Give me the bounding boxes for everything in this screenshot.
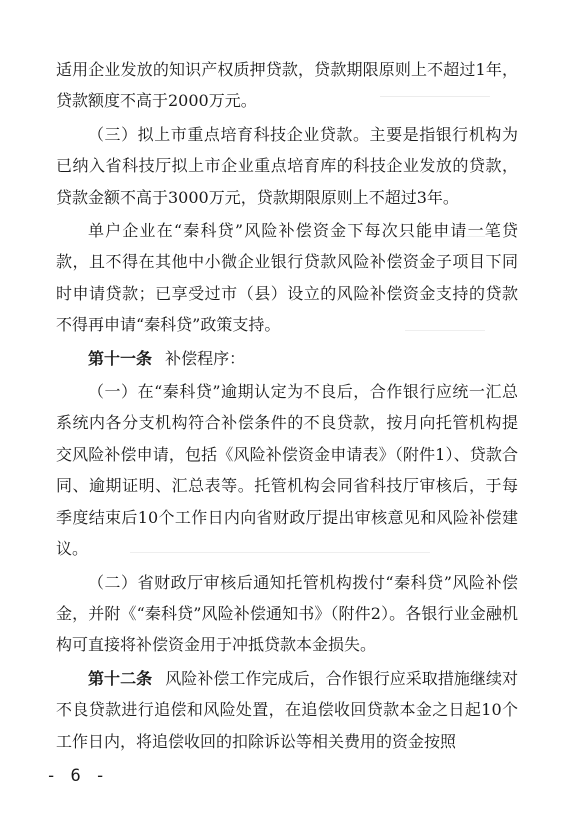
paragraph-text: （一）在“秦科贷”逾期认定为不良后，合作银行应统一汇总系统内各分支机构符合补偿条件的不良贷款，按月向托管机构提交风险补偿申请，包括《风险补偿资金申请表》（附件1）、贷款合同、逾期证明、汇总表等。托管机构会同省科技厅审核后，于每季度结束后10个工作日内向省财政厅提出审核意见和风险补偿建议。 <box>56 382 518 559</box>
page-number: - 6 - <box>46 766 108 786</box>
article-twelve <box>56 663 518 757</box>
paragraph-item-three <box>56 119 518 213</box>
paragraph-text: （二）省财政厅审核后通知托管机构拨付“秦科贷”风险补偿金，并附《“秦科贷”风险补偿通知书》（附件2）。各银行业金融机构可直接将补偿资金用于冲抵贷款本金损失。 <box>56 572 518 655</box>
paragraph-continuation <box>56 54 518 117</box>
article-heading: 第十二条 <box>88 668 153 688</box>
paragraph-text: 补偿程序： <box>165 348 246 368</box>
article-eleven <box>56 343 518 374</box>
paragraph-procedure-one <box>56 376 518 564</box>
paragraph-text: 风险补偿工作完成后，合作银行应采取措施继续对不良贷款进行追偿和风险处置，在追偿收回贷款本金之日起10个工作日内，将追偿收回的扣除诉讼等相关费用的资金按照 <box>56 668 518 751</box>
article-heading: 第十一条 <box>88 348 153 368</box>
paragraph-text: 适用企业发放的知识产权质押贷款，贷款期限原则上不超过1年，贷款额度不高于2000万元。 <box>56 60 518 111</box>
paragraph-single-enterprise <box>56 215 518 341</box>
document-page <box>56 54 518 757</box>
paragraph-text: 单户企业在“秦科贷”风险补偿资金下每次只能申请一笔贷款，且不得在其他中小微企业银行贷款风险补偿资金子项目下同时申请贷款；已享受过市（县）设立的风险补偿资金支持的贷款不得再申请“秦科贷”政策支持。 <box>56 221 518 335</box>
paragraph-procedure-two <box>56 567 518 661</box>
paragraph-text: （三）拟上市重点培育科技企业贷款。主要是指银行机构为已纳入省科技厅拟上市企业重点培育库的科技企业发放的贷款，贷款金额不高于3000万元，贷款期限原则上不超过3年。 <box>56 124 518 207</box>
